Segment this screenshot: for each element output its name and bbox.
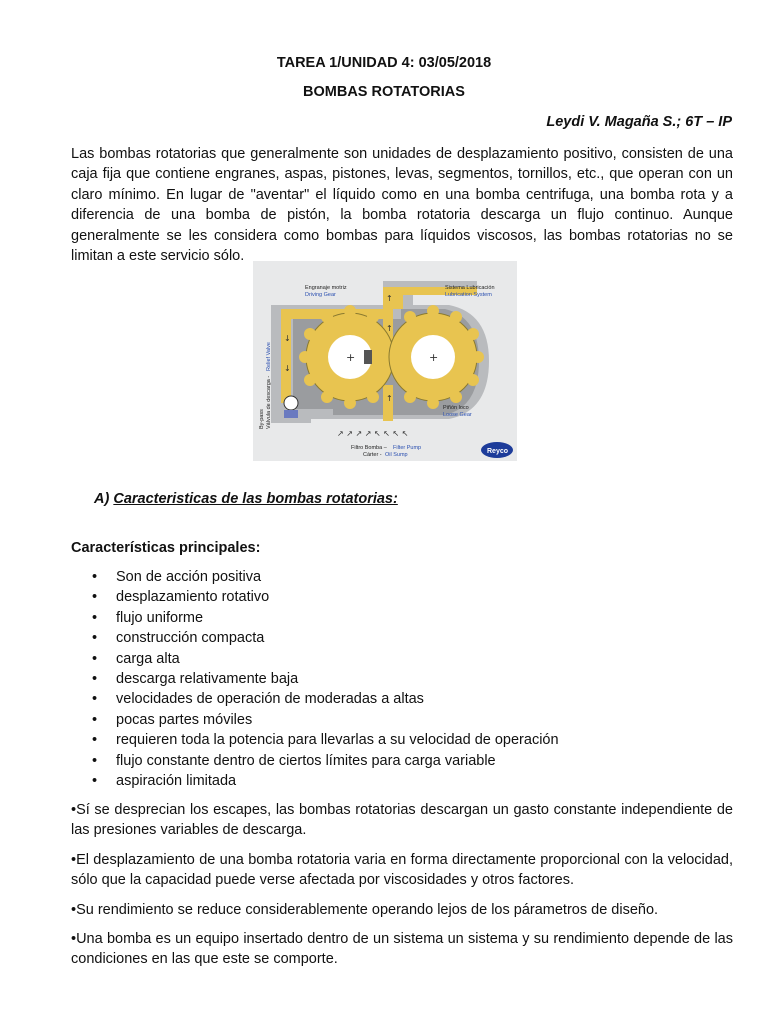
author-line: Leydi V. Magaña S.; 6T – IP — [546, 114, 732, 130]
note-paragraph: •Sí se desprecian los escapes, las bombas rotatorias descargan un gasto constante independiente de las presiones variables de descarga. — [71, 802, 733, 839]
list-item: • pocas partes móviles — [71, 710, 559, 730]
bullet-dot: • — [92, 752, 98, 769]
loose-gear-label-es: Piñón loco — [443, 405, 469, 411]
bypass-label: By-pass — [259, 409, 265, 429]
plus-right: + — [429, 351, 439, 364]
list-item: • aspiración limitada — [71, 771, 559, 791]
features-list — [71, 567, 559, 791]
svg-text:Reyco: Reyco — [487, 448, 509, 455]
list-item: • Son de acción positiva — [71, 567, 559, 587]
filter-label-es: Filtro Bomba – — [351, 445, 387, 451]
list-item: • flujo uniforme — [71, 608, 559, 628]
lube-label-en: Lubrication System — [445, 292, 492, 298]
carter-label-es: Cárter - — [363, 452, 382, 458]
valve-label-en: Relief Valve — [266, 342, 272, 371]
gear-pump-illustration — [253, 261, 517, 461]
section-a-heading — [94, 491, 398, 507]
bullet-dot: • — [92, 691, 98, 708]
list-item: • requieren toda la potencia para llevarlas a su velocidad de operación — [71, 730, 559, 750]
note-paragraph: •Una bomba es un equipo insertado dentro de un sistema un sistema y su rendimiento depende de las condiciones en las que este se comporte. — [71, 931, 733, 968]
reyco-logo — [481, 442, 513, 458]
bullet-dot: • — [92, 609, 98, 626]
plus-left: + — [346, 351, 356, 364]
gear-pump-diagram — [253, 261, 517, 461]
list-item: • descarga relativamente baja — [71, 669, 559, 689]
bullet-dot: • — [92, 589, 98, 606]
bullet-dot: • — [92, 711, 98, 728]
list-item: • construcción compacta — [71, 628, 559, 648]
driving-gear-label-es: Engranaje motriz — [305, 285, 347, 291]
svg-text:↓: ↓ — [284, 364, 291, 373]
svg-text:↑: ↑ — [386, 294, 393, 303]
document-title: TAREA 1/UNIDAD 4: 03/05/2018 — [276, 55, 492, 71]
filter-label-en: Filter Pump — [393, 445, 422, 451]
list-item: • flujo constante dentro de ciertos límites para carga variable — [71, 751, 559, 771]
svg-text:↓: ↓ — [284, 334, 291, 343]
driving-gear-label-en: Driving Gear — [305, 292, 336, 298]
note-paragraph: •Su rendimiento se reduce considerablemente operando lejos de los párametros de diseño. — [71, 902, 659, 918]
svg-text:↑: ↑ — [386, 324, 393, 333]
bullet-dot: • — [92, 569, 98, 585]
intro-paragraph: Las bombas rotatorias que generalmente son unidades de desplazamiento positivo, consisten de una caja fija que contiene engranes, aspas, pistones, levas, segmentos, tornillos, etc., que operan con un claro mínimo. En lugar de "aventar" el líquido como en una bomba centrifuga, una bomba rota y a diferencia de una bomba de pistón, la bomba rotatoria descarga un flujo continuo. Aunque generalmente se les considera como bombas para líquidos viscosos, las bombas rotatorias no se limitan a este servicio sólo. — [71, 146, 733, 265]
note-paragraph: •El desplazamiento de una bomba rotatoria varia en forma directamente proporcional con la velocidad, sólo que la capacidad puede verse afectada por viscosidades y otros factores. — [71, 852, 733, 889]
lube-label-es: Sistema Lubricación — [445, 285, 495, 291]
document-subtitle: BOMBAS ROTATORIAS — [303, 84, 465, 100]
list-item: • desplazamiento rotativo — [71, 587, 559, 607]
relief-valve — [284, 396, 298, 418]
bullet-dot: • — [92, 732, 98, 749]
section-a-title: Caracteristicas de las bombas rotatorias: — [113, 491, 398, 507]
valve-label-es: Válvula de descarga - — [266, 375, 272, 429]
bullet-dot: • — [92, 772, 98, 789]
oil-channel-inlet — [383, 385, 393, 421]
list-item: • carga alta — [71, 649, 559, 669]
section-a-prefix: A) — [94, 491, 110, 507]
list-item: • velocidades de operación de moderadas a altas — [71, 689, 559, 709]
svg-text:↑: ↑ — [386, 394, 393, 403]
bullet-dot: • — [92, 630, 98, 647]
loose-gear-label-en: Loose Gear — [443, 412, 472, 418]
main-features-heading: Características principales: — [71, 540, 261, 556]
bullet-dot: • — [92, 670, 98, 687]
bullet-dot: • — [92, 650, 98, 667]
svg-text:↗ ↗ ↗ ↗ ↖ ↖ ↖ ↖: ↗ ↗ ↗ ↗ ↖ ↖ ↖ ↖ — [337, 429, 409, 438]
carter-label-en: Oil Sump — [385, 452, 408, 458]
